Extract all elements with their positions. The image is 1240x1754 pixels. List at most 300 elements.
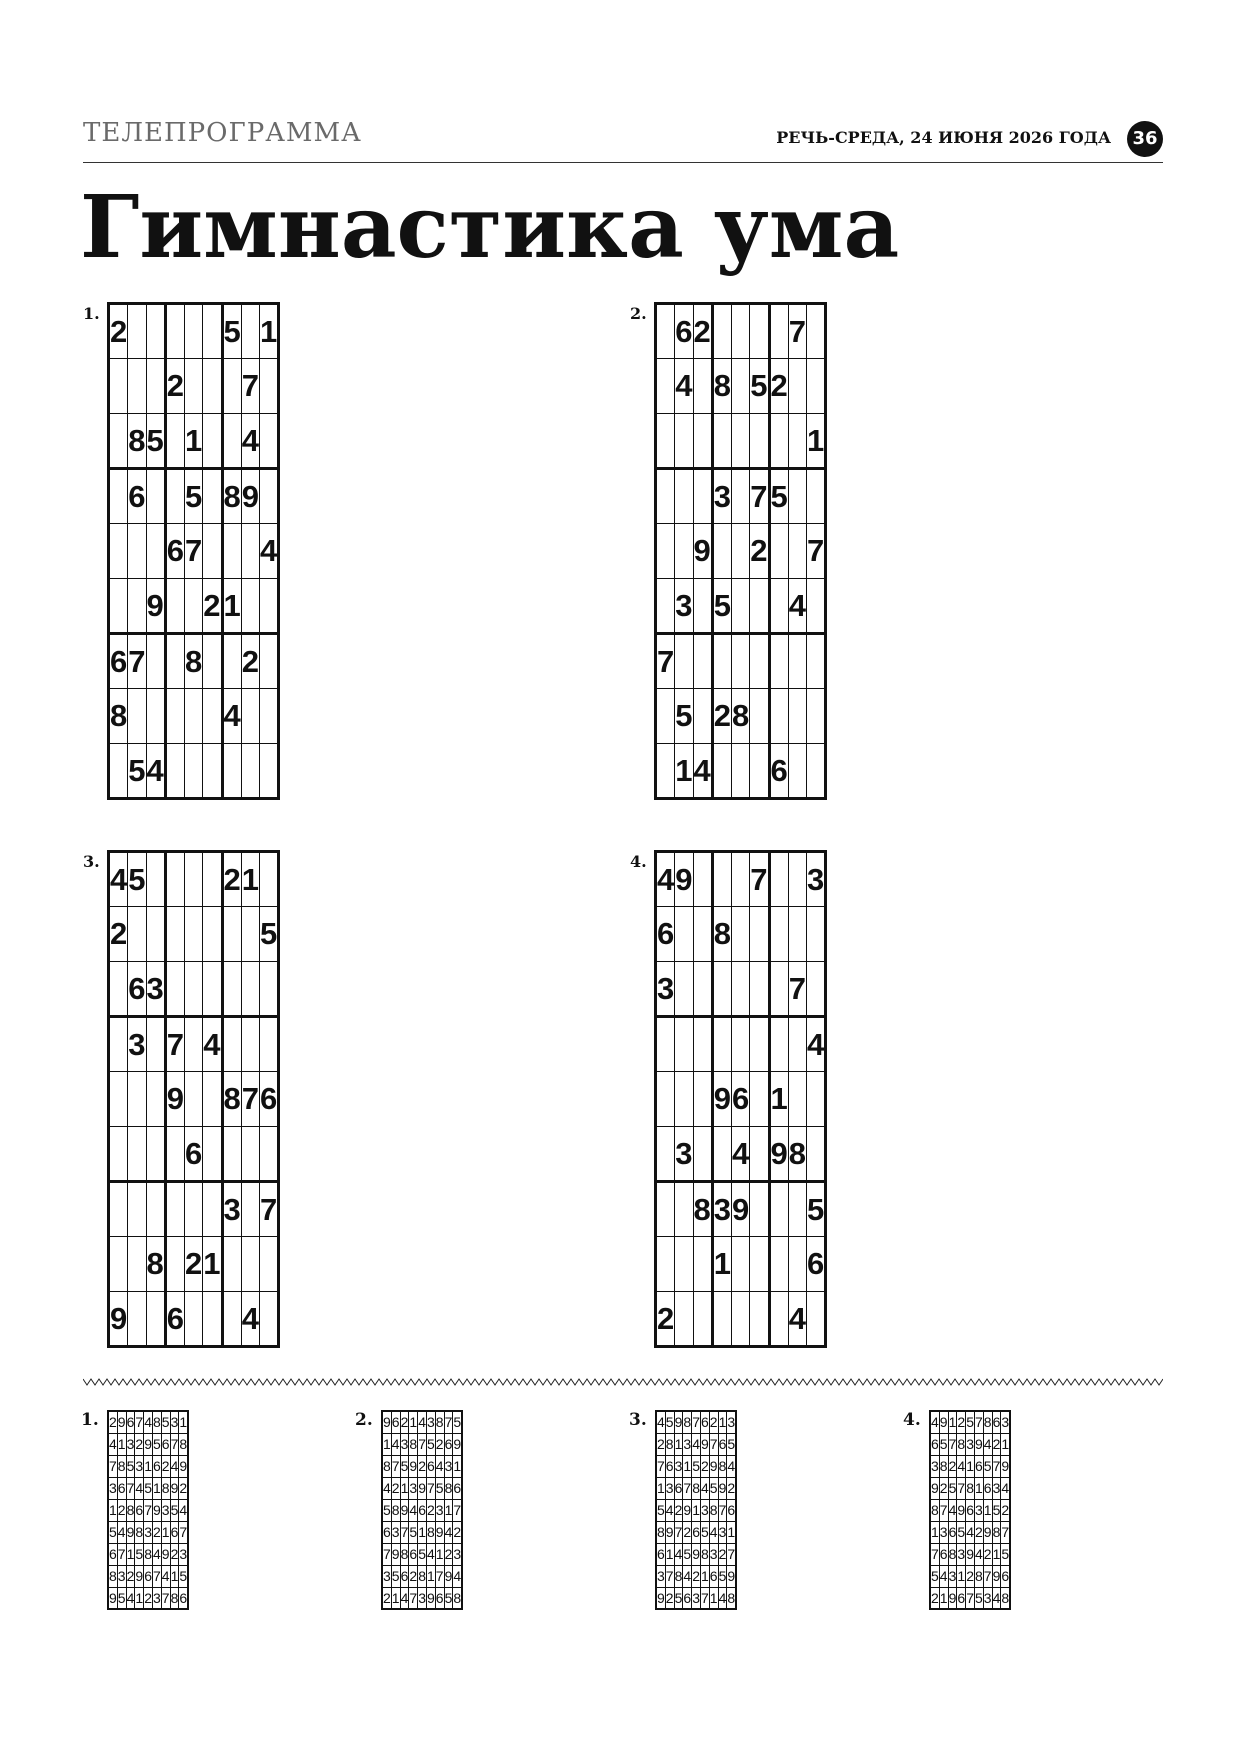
answer-cell: 1	[1001, 1433, 1010, 1455]
answer-cell: 1	[700, 1565, 709, 1587]
answer-cell: 5	[983, 1455, 992, 1477]
sudoku-cell	[185, 907, 203, 962]
answer-cell: 7	[683, 1477, 692, 1499]
sudoku-cell	[750, 1182, 769, 1237]
grid-row	[930, 1587, 1010, 1609]
answer-cell: 1	[435, 1543, 444, 1565]
sudoku-cell	[788, 524, 806, 579]
answer-cell: 3	[409, 1477, 418, 1499]
answer-cell: 8	[444, 1477, 453, 1499]
sudoku-cell	[260, 579, 279, 634]
answer-cell: 4	[709, 1521, 718, 1543]
sudoku-cell: 8	[788, 1127, 806, 1182]
answer-cell: 7	[117, 1543, 126, 1565]
sudoku-cell: 4	[203, 1017, 222, 1072]
sudoku-cell: 9	[146, 579, 165, 634]
issue-date: РЕЧЬ-СРЕДА, 24 ИЮНЯ 2026 ГОДА	[776, 128, 1111, 147]
answer-cell: 9	[718, 1477, 727, 1499]
sudoku-cell	[693, 1017, 712, 1072]
answer-cell: 6	[709, 1565, 718, 1587]
answer-cell: 5	[1001, 1543, 1010, 1565]
sudoku-cell: 2	[241, 634, 259, 689]
sudoku-cell	[109, 524, 128, 579]
sudoku-cell: 8	[146, 1237, 165, 1292]
answer-cell: 2	[453, 1521, 462, 1543]
sudoku-cell	[675, 1072, 693, 1127]
sudoku-cell	[732, 579, 750, 634]
sudoku-cell	[241, 689, 259, 744]
sudoku-cell	[109, 744, 128, 799]
sudoku-cell	[750, 744, 769, 799]
answer-cell: 5	[409, 1521, 418, 1543]
grid-row	[109, 852, 279, 907]
sudoku-cell: 2	[656, 1292, 675, 1347]
answer-cell: 3	[1001, 1411, 1010, 1433]
answer-cell: 6	[391, 1411, 400, 1433]
sudoku-cell	[128, 907, 146, 962]
answer-cell: 5	[709, 1477, 718, 1499]
sudoku-cell	[693, 634, 712, 689]
sudoku-cell	[165, 1182, 184, 1237]
sudoku-cell	[260, 414, 279, 469]
sudoku-cell	[712, 524, 731, 579]
sudoku-cell	[222, 1127, 241, 1182]
answer-cell: 2	[692, 1565, 701, 1587]
answer-cell: 9	[939, 1411, 948, 1433]
sudoku-cell	[109, 414, 128, 469]
answer-cell: 4	[170, 1455, 179, 1477]
answer-cell: 2	[709, 1411, 718, 1433]
puzzle-number: 2.	[630, 304, 647, 323]
sudoku-cell: 9	[769, 1127, 788, 1182]
answer-cell: 9	[435, 1521, 444, 1543]
sudoku-cell: 2	[769, 359, 788, 414]
answer-cell: 9	[974, 1433, 983, 1455]
sudoku-cell	[241, 1017, 259, 1072]
grid-row	[108, 1411, 188, 1433]
answer-cell: 7	[108, 1455, 117, 1477]
answer-cell: 6	[453, 1477, 462, 1499]
sudoku-cell: 2	[185, 1237, 203, 1292]
grid-row	[382, 1499, 462, 1521]
answer-cell: 7	[161, 1587, 170, 1609]
answer-cell: 7	[700, 1587, 709, 1609]
grid-row	[108, 1455, 188, 1477]
grid-row	[109, 359, 279, 414]
grid-row	[382, 1587, 462, 1609]
sudoku-cell	[128, 359, 146, 414]
sudoku-cell	[241, 304, 259, 359]
grid-row	[656, 852, 826, 907]
sudoku-cell	[109, 1127, 128, 1182]
sudoku-cell	[750, 1127, 769, 1182]
sudoku-cell	[222, 1292, 241, 1347]
sudoku-cell	[146, 634, 165, 689]
sudoku-cell	[128, 1182, 146, 1237]
sudoku-cell	[675, 1292, 693, 1347]
answer-cell: 9	[179, 1455, 188, 1477]
sudoku-cell	[807, 1292, 826, 1347]
answer-cell: 3	[718, 1521, 727, 1543]
sudoku-cell: 5	[807, 1182, 826, 1237]
answer-cell: 1	[930, 1521, 939, 1543]
sudoku-cell: 7	[788, 304, 806, 359]
sudoku-cell	[656, 359, 675, 414]
grid-row	[656, 1455, 736, 1477]
answer-cell: 3	[108, 1477, 117, 1499]
answer-cell: 4	[718, 1587, 727, 1609]
grid-row	[109, 1182, 279, 1237]
sudoku-cell: 8	[712, 907, 731, 962]
sudoku-cell: 3	[712, 1182, 731, 1237]
answer-table	[107, 1410, 189, 1610]
answer-cell: 7	[656, 1455, 665, 1477]
grid-row	[382, 1433, 462, 1455]
sudoku-cell	[165, 907, 184, 962]
answer-cell: 5	[930, 1565, 939, 1587]
sudoku-cell: 8	[222, 1072, 241, 1127]
answer-cell: 7	[444, 1411, 453, 1433]
sudoku-cell	[165, 634, 184, 689]
sudoku-cell	[222, 907, 241, 962]
answer-cell: 5	[700, 1521, 709, 1543]
grid-row	[656, 304, 826, 359]
grid-row	[656, 1565, 736, 1587]
sudoku-cell	[222, 414, 241, 469]
answer-cell: 4	[409, 1499, 418, 1521]
answer-cell: 4	[983, 1433, 992, 1455]
answer-cell: 4	[665, 1499, 674, 1521]
sudoku-cell	[222, 1017, 241, 1072]
grid-row	[109, 579, 279, 634]
sudoku-cell: 7	[185, 524, 203, 579]
sudoku-cell	[712, 1017, 731, 1072]
sudoku-cell	[185, 1292, 203, 1347]
answer-cell: 3	[948, 1565, 957, 1587]
sudoku-cell	[750, 414, 769, 469]
sudoku-cell	[788, 469, 806, 524]
sudoku-cell	[203, 304, 222, 359]
sudoku-cell	[203, 634, 222, 689]
answer-cell: 2	[939, 1477, 948, 1499]
sudoku-cell: 5	[769, 469, 788, 524]
answer-cell: 3	[418, 1587, 427, 1609]
answer-cell: 5	[683, 1543, 692, 1565]
answer-cell: 9	[709, 1455, 718, 1477]
sudoku-cell	[788, 852, 806, 907]
sudoku-cell	[185, 744, 203, 799]
answer-cell: 9	[161, 1543, 170, 1565]
grid-row	[108, 1565, 188, 1587]
sudoku-cell: 3	[128, 1017, 146, 1072]
sudoku-cell: 7	[260, 1182, 279, 1237]
sudoku-cell	[165, 579, 184, 634]
answer-cell: 6	[117, 1477, 126, 1499]
sudoku-cell	[165, 469, 184, 524]
sudoku-cell: 7	[750, 469, 769, 524]
sudoku-cell	[656, 1237, 675, 1292]
sudoku-cell	[260, 1237, 279, 1292]
answer-cell: 8	[170, 1587, 179, 1609]
answer-cell: 6	[426, 1455, 435, 1477]
sudoku-cell	[109, 1237, 128, 1292]
answer-cell: 9	[656, 1587, 665, 1609]
answer-cell: 8	[400, 1543, 409, 1565]
grid-row	[656, 1521, 736, 1543]
sudoku-cell	[769, 579, 788, 634]
sudoku-cell: 3	[222, 1182, 241, 1237]
grid-row	[109, 1127, 279, 1182]
sudoku-cell	[732, 1237, 750, 1292]
sudoku-cell	[732, 907, 750, 962]
answer-cell: 6	[1001, 1565, 1010, 1587]
grid-row	[656, 744, 826, 799]
sudoku-cell	[656, 1127, 675, 1182]
answer-cell: 3	[957, 1543, 966, 1565]
answer-cell: 1	[983, 1499, 992, 1521]
sudoku-cell: 1	[769, 1072, 788, 1127]
sudoku-cell	[185, 1182, 203, 1237]
sudoku-cell: 1	[260, 304, 279, 359]
answer-cell: 7	[665, 1565, 674, 1587]
sudoku-cell	[203, 907, 222, 962]
header-rule	[83, 162, 1163, 163]
answer-cell: 1	[992, 1543, 1001, 1565]
answer-cell: 3	[391, 1521, 400, 1543]
sudoku-cell	[750, 579, 769, 634]
grid-row	[108, 1433, 188, 1455]
answer-cell: 3	[674, 1455, 683, 1477]
answer-cell: 5	[400, 1455, 409, 1477]
answer-cell: 7	[144, 1499, 153, 1521]
sudoku-cell	[185, 962, 203, 1017]
answer-cell: 2	[135, 1433, 144, 1455]
sudoku-cell	[750, 1017, 769, 1072]
answer-cell: 6	[400, 1565, 409, 1587]
sudoku-cell	[693, 852, 712, 907]
answer-cell: 9	[948, 1587, 957, 1609]
answer-cell: 3	[656, 1565, 665, 1587]
answer-cell: 8	[966, 1477, 975, 1499]
answer-cell: 9	[957, 1499, 966, 1521]
answer-cell: 1	[409, 1411, 418, 1433]
sudoku-cell: 4	[807, 1017, 826, 1072]
sudoku-cell	[732, 962, 750, 1017]
answer-cell: 7	[391, 1455, 400, 1477]
sudoku-cell: 7	[128, 634, 146, 689]
answer-cell: 5	[453, 1411, 462, 1433]
answer-cell: 9	[391, 1543, 400, 1565]
answer-cell: 6	[992, 1411, 1001, 1433]
sudoku-cell: 7	[241, 1072, 259, 1127]
sudoku-cell: 4	[146, 744, 165, 799]
sudoku-cell	[165, 962, 184, 1017]
answer-number: 2.	[355, 1410, 373, 1430]
answer-cell: 8	[674, 1565, 683, 1587]
answer-cell: 3	[179, 1543, 188, 1565]
sudoku-cell: 7	[656, 634, 675, 689]
grid-row	[656, 1017, 826, 1072]
answer-cell: 9	[700, 1433, 709, 1455]
answer-cell: 5	[939, 1433, 948, 1455]
answer-number: 4.	[903, 1410, 921, 1430]
answer-cell: 1	[400, 1477, 409, 1499]
answer-cell: 2	[391, 1477, 400, 1499]
sudoku-cell	[769, 524, 788, 579]
answer-cell: 9	[930, 1477, 939, 1499]
sudoku-cell	[807, 907, 826, 962]
answer-cell: 8	[418, 1565, 427, 1587]
answer-table	[655, 1410, 737, 1610]
sudoku-cell	[109, 1017, 128, 1072]
sudoku-cell: 9	[693, 524, 712, 579]
sudoku-cell	[260, 634, 279, 689]
answer-cell: 1	[418, 1521, 427, 1543]
sudoku-cell: 8	[712, 359, 731, 414]
sudoku-cell	[260, 1292, 279, 1347]
sudoku-cell	[675, 524, 693, 579]
grid-row	[656, 359, 826, 414]
sudoku-cell	[203, 852, 222, 907]
answer-cell: 9	[126, 1521, 135, 1543]
sudoku-cell	[241, 579, 259, 634]
sudoku-cell	[788, 359, 806, 414]
answer-cell: 7	[1001, 1521, 1010, 1543]
answer-cell: 5	[144, 1477, 153, 1499]
answer-cell: 3	[170, 1411, 179, 1433]
answer-cell: 7	[170, 1433, 179, 1455]
grid-row	[109, 1017, 279, 1072]
grid-row	[109, 304, 279, 359]
answer-cell: 9	[409, 1455, 418, 1477]
answer-cell: 2	[727, 1477, 736, 1499]
sudoku-cell: 4	[241, 1292, 259, 1347]
sudoku-cell	[750, 907, 769, 962]
sudoku-cell	[769, 689, 788, 744]
sudoku-cell	[750, 1072, 769, 1127]
sudoku-cell: 2	[109, 907, 128, 962]
answer-cell: 7	[400, 1521, 409, 1543]
answer-cell: 7	[727, 1543, 736, 1565]
sudoku-cell	[109, 1072, 128, 1127]
sudoku-cell: 7	[750, 852, 769, 907]
answer-cell: 9	[170, 1477, 179, 1499]
answer-cell: 6	[144, 1565, 153, 1587]
answer-cell: 7	[126, 1477, 135, 1499]
grid-row	[930, 1565, 1010, 1587]
answer-cell: 4	[930, 1411, 939, 1433]
answer-cell: 1	[126, 1543, 135, 1565]
sudoku-cell: 8	[693, 1182, 712, 1237]
answer-cell: 7	[692, 1411, 701, 1433]
grid-row	[656, 1543, 736, 1565]
answer-cell: 6	[126, 1411, 135, 1433]
sudoku-cell: 5	[128, 744, 146, 799]
sudoku-cell	[769, 414, 788, 469]
answer-cell: 8	[930, 1499, 939, 1521]
sudoku-grid	[107, 850, 280, 1348]
sudoku-cell	[750, 304, 769, 359]
answer-cell: 3	[444, 1455, 453, 1477]
answer-cell: 1	[709, 1587, 718, 1609]
answer-cell: 4	[126, 1587, 135, 1609]
answer-cell: 9	[117, 1411, 126, 1433]
sudoku-cell	[807, 689, 826, 744]
sudoku-cell: 4	[656, 852, 675, 907]
sudoku-cell	[241, 744, 259, 799]
sudoku-cell: 1	[241, 852, 259, 907]
sudoku-cell: 6	[675, 304, 693, 359]
sudoku-cell	[146, 469, 165, 524]
answer-cell: 6	[161, 1433, 170, 1455]
answer-cell: 4	[144, 1411, 153, 1433]
sudoku-cell: 1	[222, 579, 241, 634]
answer-cell: 8	[152, 1411, 161, 1433]
grid-row	[109, 1237, 279, 1292]
sudoku-cell	[260, 1017, 279, 1072]
sudoku-cell	[807, 962, 826, 1017]
answer-cell: 8	[391, 1499, 400, 1521]
answer-cell: 1	[957, 1565, 966, 1587]
answer-cell: 2	[126, 1565, 135, 1587]
sudoku-cell	[807, 359, 826, 414]
grid-row	[109, 414, 279, 469]
sudoku-cell	[788, 744, 806, 799]
grid-row	[108, 1587, 188, 1609]
answer-cell: 9	[108, 1587, 117, 1609]
answer-cell: 1	[656, 1477, 665, 1499]
sudoku-cell: 4	[788, 579, 806, 634]
sudoku-cell	[185, 1017, 203, 1072]
answer-cell: 8	[700, 1543, 709, 1565]
grid-row	[656, 524, 826, 579]
answer-cell: 7	[948, 1433, 957, 1455]
sudoku-cell	[109, 1182, 128, 1237]
sudoku-cell: 6	[165, 524, 184, 579]
answer-cell: 7	[135, 1411, 144, 1433]
answer-cell: 6	[718, 1433, 727, 1455]
sudoku-cell: 5	[146, 414, 165, 469]
answer-cell: 9	[400, 1499, 409, 1521]
grid-row	[656, 1499, 736, 1521]
answer-cell: 2	[948, 1455, 957, 1477]
answer-cell: 1	[135, 1587, 144, 1609]
sudoku-cell: 2	[165, 359, 184, 414]
sudoku-cell	[675, 414, 693, 469]
answer-cell: 5	[382, 1499, 391, 1521]
sudoku-cell	[769, 1182, 788, 1237]
answer-cell: 1	[108, 1499, 117, 1521]
answer-cell: 8	[161, 1477, 170, 1499]
sudoku-cell	[769, 1292, 788, 1347]
sudoku-cell	[656, 689, 675, 744]
grid-row	[930, 1543, 1010, 1565]
answer-cell: 7	[709, 1433, 718, 1455]
sudoku-cell: 3	[146, 962, 165, 1017]
answer-cell: 2	[152, 1521, 161, 1543]
answer-cell: 5	[152, 1433, 161, 1455]
answer-cell: 5	[170, 1499, 179, 1521]
sudoku-cell	[165, 1237, 184, 1292]
sudoku-cell	[146, 304, 165, 359]
grid-row	[109, 689, 279, 744]
sudoku-cell	[203, 744, 222, 799]
sudoku-cell	[807, 579, 826, 634]
answer-cell: 6	[948, 1521, 957, 1543]
sudoku-cell: 4	[260, 524, 279, 579]
answer-cell: 4	[948, 1499, 957, 1521]
answer-cell: 2	[1001, 1499, 1010, 1521]
